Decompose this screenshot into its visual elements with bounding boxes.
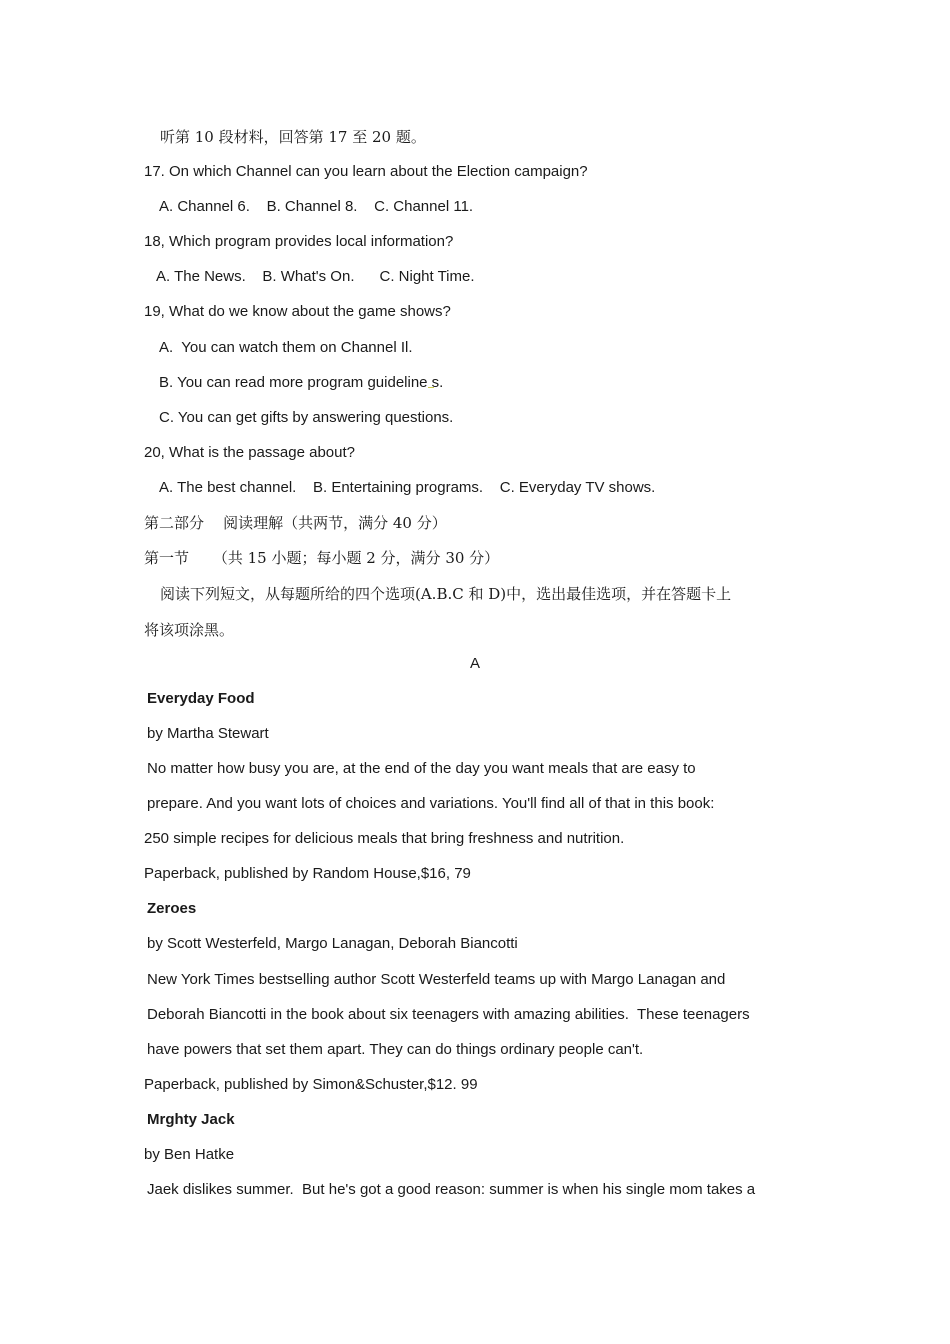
- question-20-options: A. The best channel. B. Entertaining programs. C. Everyday TV shows.: [159, 479, 656, 496]
- book-author: by Scott Westerfeld, Margo Lanagan, Deborah Biancotti: [147, 935, 518, 952]
- question-17-options: A. Channel 6. B. Channel 8. C. Channel 11.: [159, 198, 474, 215]
- book-publisher: Paperback, published by Random House,$16, 79: [144, 865, 471, 882]
- question-19: 19, What do we know about the game shows?: [144, 303, 451, 320]
- listening-intro: 听第 10 段材料，回答第 17 至 20 题。: [160, 128, 426, 146]
- book-title: Mrghty Jack: [147, 1111, 235, 1128]
- book-description-line: have powers that set them apart. They can do things ordinary people can't.: [147, 1041, 644, 1058]
- question-17: 17. On which Channel can you learn about the Election campaign?: [144, 163, 588, 180]
- part-two-title: 第二部分 阅读理解（共两节，满分 40 分）: [144, 514, 447, 532]
- question-19-option-b: B. You can read more program guideline s.: [159, 374, 444, 391]
- book-description-line: New York Times bestselling author Scott Westerfeld teams up with Margo Lanagan and: [147, 971, 726, 988]
- book-description-line: No matter how busy you are, at the end of the day you want meals that are easy to: [147, 760, 696, 777]
- instruction-line-2: 将该项涂黑。: [144, 621, 235, 639]
- book-title: Zeroes: [147, 900, 197, 917]
- question-18: 18, Which program provides local information?: [144, 233, 454, 250]
- section-one-title: 第一节 （共 15 小题；每小题 2 分，满分 30 分）: [144, 549, 500, 567]
- book-description-line: 250 simple recipes for delicious meals that bring freshness and nutrition.: [144, 830, 625, 847]
- question-18-options: A. The News. B. What's On. C. Night Time.: [156, 268, 475, 285]
- question-19-option-c: C. You can get gifts by answering questions.: [159, 409, 454, 426]
- question-19-option-a: A. You can watch them on Channel Il.: [159, 339, 413, 356]
- book-title: Everyday Food: [147, 690, 255, 707]
- book-description-line: prepare. And you want lots of choices and variations. You'll find all of that in this book:: [147, 795, 715, 812]
- book-description-line: Jaek dislikes summer. But he's got a good reason: summer is when his single mom takes a: [147, 1181, 756, 1198]
- book-publisher: Paperback, published by Simon&Schuster,$12. 99: [144, 1076, 478, 1093]
- annotation-mark: [428, 384, 434, 388]
- book-author: by Martha Stewart: [147, 725, 269, 742]
- book-author: by Ben Hatke: [144, 1146, 235, 1163]
- question-20: 20, What is the passage about?: [144, 444, 355, 461]
- book-description-line: Deborah Biancotti in the book about six teenagers with amazing abilities. These teenagers: [147, 1006, 750, 1023]
- instruction-line-1: 阅读下列短文，从每题所给的四个选项(A.B.C 和 D)中，选出最佳选项，并在答题卡上: [160, 585, 732, 603]
- passage-label: A: [469, 655, 480, 672]
